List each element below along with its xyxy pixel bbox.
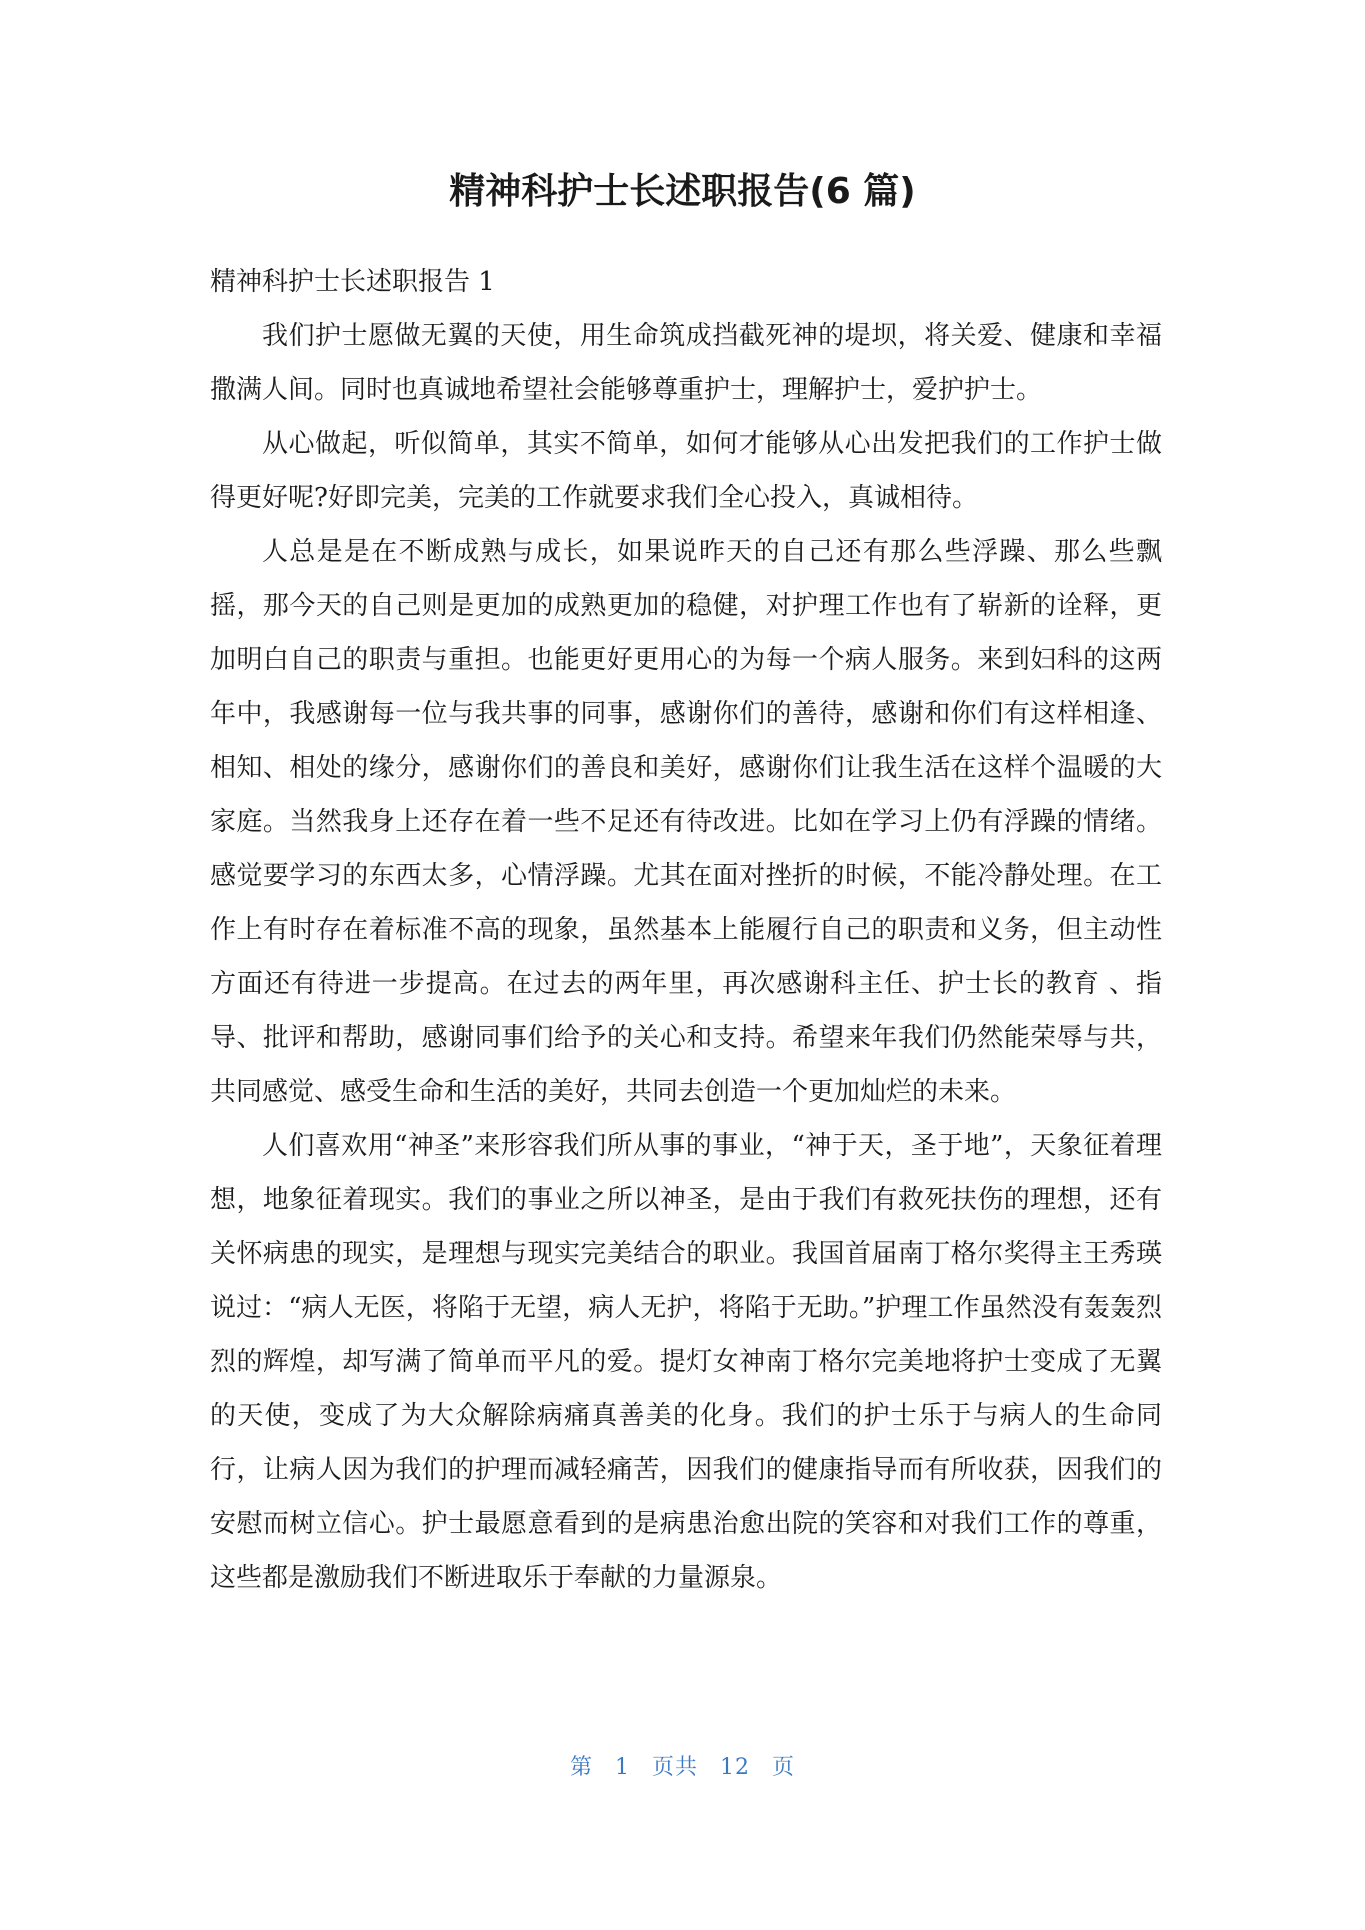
document-body [210, 255, 1162, 1605]
section-heading: 精神科护士长述职报告 1 [210, 267, 495, 297]
paragraph: 人们喜欢用“神圣”来形容我们所从事的事业，“神于天，圣于地”，天象征着理想，地象征着现实。我们的事业之所以神圣，是由于我们有救死扶伤的理想，还有关怀病患的现实，是理想与现实完美结合的职业。我国首届南丁格尔奖得主王秀瑛说过：“病人无医，将陷于无望，病人无护，将陷于无助。”护理工作虽然没有轰轰烈烈的辉煌，却写满了简单而平凡的爱。提灯女神南丁格尔完美地将护士变成了无翼的天使，变成了为大众解除病痛真善美的化身。我们的护士乐于与病人的生命同行，让病人因为我们的护理而减轻痛苦，因我们的健康指导而有所收获，因我们的安慰而树立信心。护士最愿意看到的是病患治愈出院的笑容和对我们工作的尊重，这些都是激励我们不断进取乐于奉献的力量源泉。 [210, 1131, 1162, 1593]
paragraph: 人总是是在不断成熟与成长，如果说昨天的自己还有那么些浮躁、那么些飘摇，那今天的自己则是更加的成熟更加的稳健，对护理工作也有了崭新的诠释，更加明白自己的职责与重担。也能更好更用心的为每一个病人服务。来到妇科的这两年中，我感谢每一位与我共事的同事，感谢你们的善待，感谢和你们有这样相逢、相知、相处的缘分，感谢你们的善良和美好，感谢你们让我生活在这样个温暖的大家庭。当然我身上还存在着一些不足还有待改进。比如在学习上仍有浮躁的情绪。感觉要学习的东西太多，心情浮躁。尤其在面对挫折的时候，不能冷静处理。在工作上有时存在着标准不高的现象，虽然基本上能履行自己的职责和义务，但主动性方面还有待进一步提高。在过去的两年里，再次感谢科主任、护士长的教育 、指导、批评和帮助，感谢同事们给予的关心和支持。希望来年我们仍然能荣辱与共，共同感觉、感受生命和生活的美好，共同去创造一个更加灿烂的未来。 [210, 537, 1162, 1107]
document-title: 精神科护士长述职报告(6 篇) [449, 171, 916, 212]
paragraph: 从心做起，听似简单，其实不简单，如何才能够从心出发把我们的工作护士做得更好呢?好即完美，完美的工作就要求我们全心投入，真诚相待。 [210, 429, 1162, 513]
paragraph: 我们护士愿做无翼的天使，用生命筑成挡截死神的堤坝，将关爱、健康和幸福撒满人间。同时也真诚地希望社会能够尊重护士，理解护士，爱护护士。 [210, 321, 1162, 405]
page-number-footer: 第 1 页共 12 页 [570, 1755, 795, 1780]
